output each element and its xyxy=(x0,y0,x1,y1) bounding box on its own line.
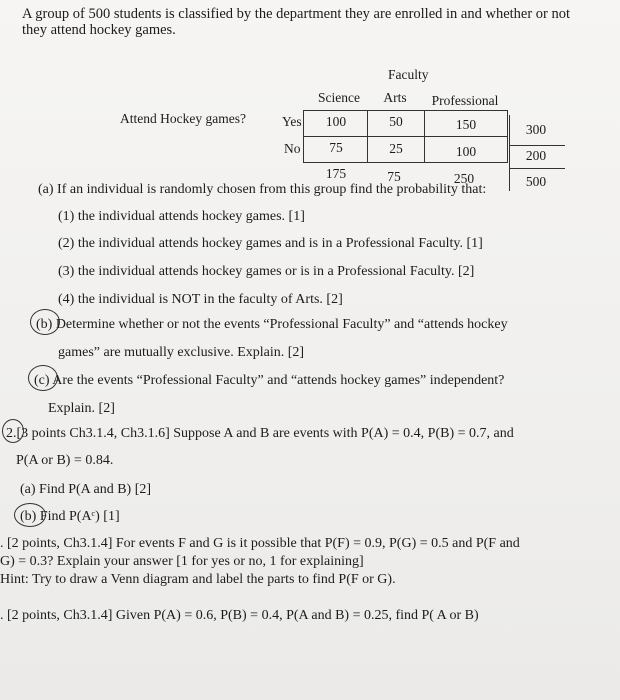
question-1a-part-2: (2) the individual attends hockey games and is in a Professional Faculty. [1] xyxy=(58,236,483,251)
question-2b: (b) Find P(Aᶜ) [1] xyxy=(20,509,120,524)
table-bottom-border xyxy=(303,162,508,163)
question-3-line-1: . [2 points, Ch3.1.4] For events F and G is it possible that P(F) = 0.9, P(G) = 0.5 and P(F and xyxy=(0,536,520,551)
question-1c-line-2: Explain. [2] xyxy=(48,401,115,416)
table-left-border xyxy=(303,110,304,162)
intro-line-1: A group of 500 students is classified by the department they are enrolled in and whether or not xyxy=(22,6,571,22)
cell-no-science: 75 xyxy=(329,140,343,155)
question-3-hint: Hint: Try to draw a Venn diagram and label the parts to find P(F or G). xyxy=(0,572,396,587)
contingency-table xyxy=(0,0,620,200)
cell-yes-professional: 150 xyxy=(455,117,477,132)
question-2-line-2: P(A or B) = 0.84. xyxy=(16,453,114,468)
totals-divider-1 xyxy=(510,145,565,146)
column-total-arts: 75 xyxy=(387,169,401,184)
row-total-yes: 300 xyxy=(525,122,547,137)
question-2a: (a) Find P(A and B) [2] xyxy=(20,482,152,497)
cell-yes-science: 100 xyxy=(325,114,347,129)
question-1a-part-1: (1) the individual attends hockey games. [1] xyxy=(58,209,305,224)
intro-line-2: they attend hockey games. xyxy=(22,22,176,38)
question-1b-line-1: (b) Determine whether or not the events “Professional Faculty” and “attends hockey xyxy=(36,317,508,332)
question-3-line-2: G) = 0.3? Explain your answer [1 for yes or no, 1 for explaining] xyxy=(0,554,364,569)
question-1a: (a) If an individual is randomly chosen from this group find the probability that: xyxy=(38,182,487,197)
column-header-science: Science xyxy=(318,90,360,105)
cell-no-arts: 25 xyxy=(389,141,403,156)
question-1a-part-3: (3) the individual attends hockey games or is in a Professional Faculty. [2] xyxy=(58,264,475,279)
question-1a-part-4: (4) the individual is NOT in the faculty of Arts. [2] xyxy=(58,292,343,307)
totals-divider-2 xyxy=(510,168,565,169)
column-total-science: 175 xyxy=(325,166,347,181)
cell-yes-arts: 50 xyxy=(389,114,403,129)
question-2-line-1: 2.[3 points Ch3.1.4, Ch3.1.6] Suppose A and B are events with P(A) = 0.4, P(B) = 0.7, and xyxy=(6,426,514,441)
column-header-professional: Professional xyxy=(431,93,499,108)
row-label-attend-hockey: Attend Hockey games? xyxy=(120,111,246,126)
question-4: . [2 points, Ch3.1.4] Given P(A) = 0.6, P(B) = 0.4, P(A and B) = 0.25, find P( A or B) xyxy=(0,608,479,623)
grand-total: 500 xyxy=(525,174,547,189)
question-1b-line-2: games” are mutually exclusive. Explain. [2] xyxy=(58,345,305,360)
cell-no-professional: 100 xyxy=(455,144,477,159)
table-middle-border xyxy=(303,136,508,137)
column-total-professional: 250 xyxy=(453,171,475,186)
table-top-border xyxy=(303,110,508,111)
faculty-header: Faculty xyxy=(388,67,429,82)
question-1c-line-1: (c) Are the events “Professional Faculty” and “attends hockey games” independent? xyxy=(34,373,505,388)
row-label-yes: Yes xyxy=(282,114,302,129)
row-label-no: No xyxy=(284,141,301,156)
column-header-arts: Arts xyxy=(383,90,407,105)
row-total-no: 200 xyxy=(525,148,547,163)
